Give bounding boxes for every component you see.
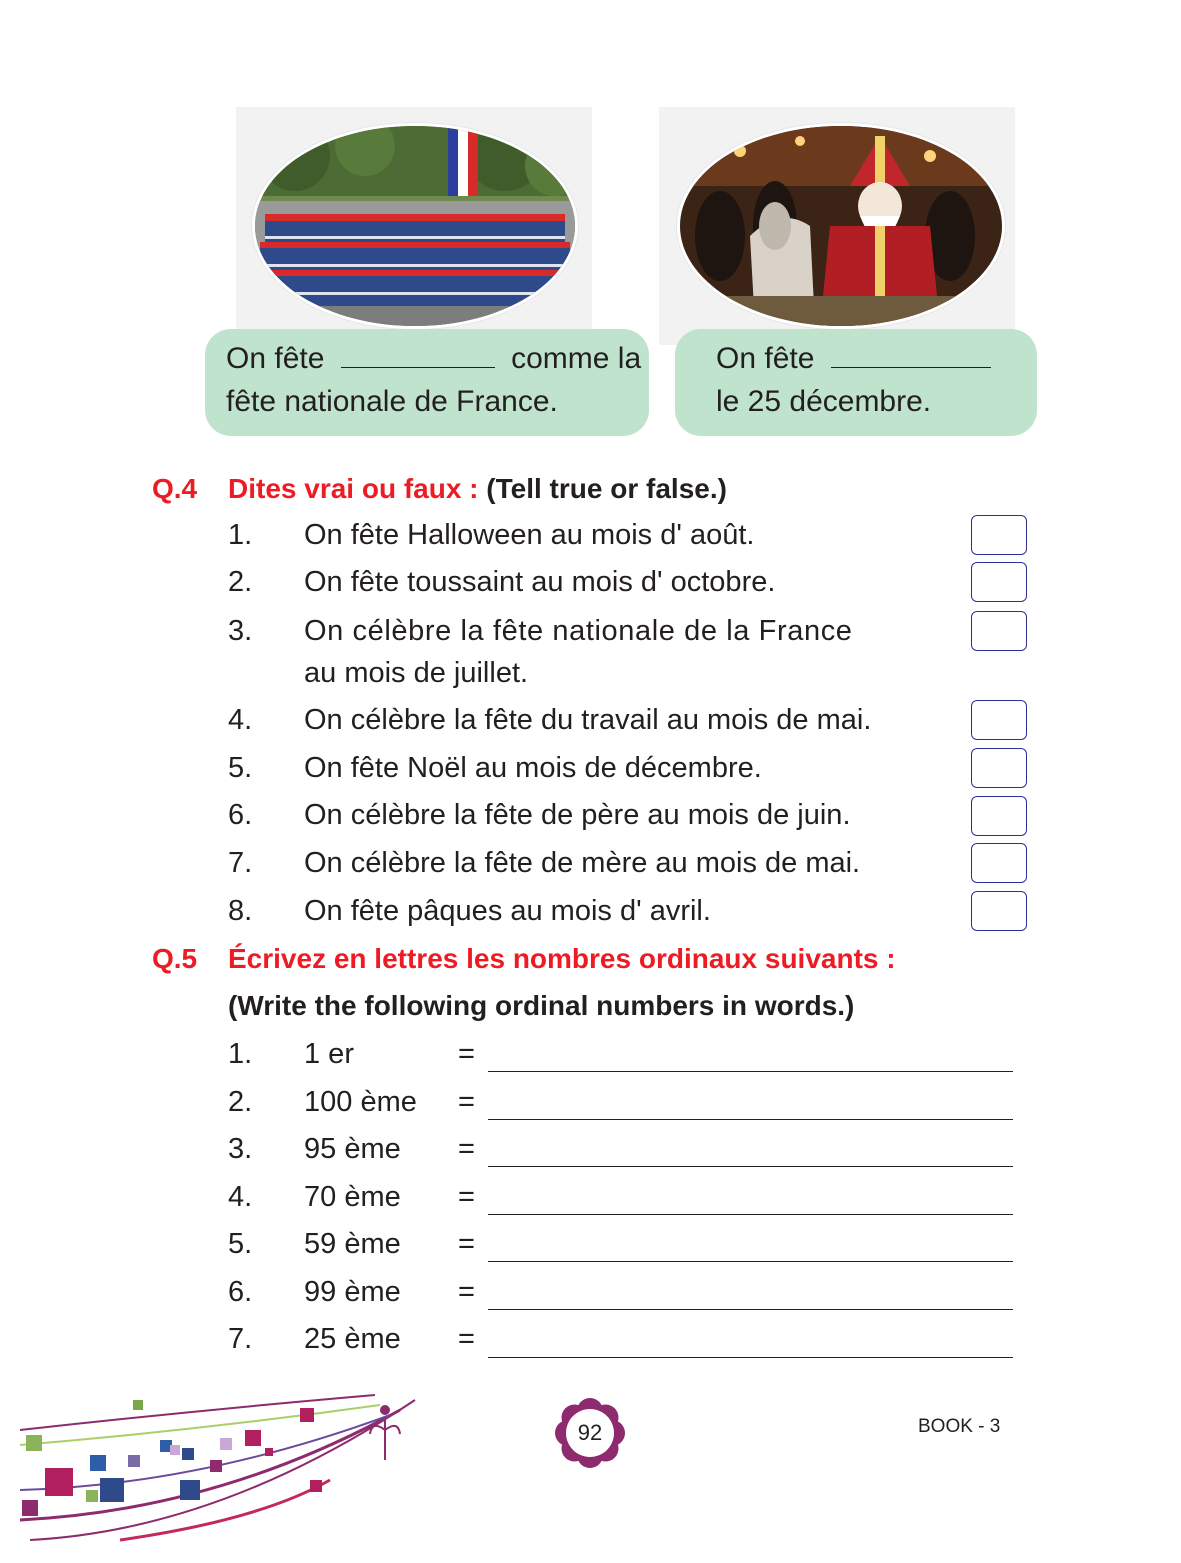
q5-answer-line-7[interactable]: [488, 1357, 1013, 1358]
caption-left-line2: fête nationale de France.: [226, 385, 558, 418]
q4-answer-box-6[interactable]: [971, 796, 1027, 836]
q5-answer-line-5[interactable]: [488, 1261, 1013, 1262]
saint-nicholas-illustration: [680, 126, 1002, 326]
q5-item-4-equals: =: [458, 1181, 475, 1213]
q5-item-5-value: 59 ème: [304, 1228, 401, 1260]
q5-item-1-equals: =: [458, 1038, 475, 1070]
q4-item-8-num: 8.: [228, 895, 253, 927]
q5-item-6-value: 99 ème: [304, 1276, 401, 1308]
q4-item-3-text-cont: au mois de juillet.: [304, 657, 529, 689]
q5-item-7-num: 7.: [228, 1323, 253, 1355]
caption-left-end: comme la: [511, 342, 642, 375]
q4-item-2-num: 2.: [228, 566, 253, 598]
caption-left-blank[interactable]: [341, 343, 495, 368]
q4-answer-box-4[interactable]: [971, 700, 1027, 740]
q4-item-6-text: On célèbre la fête de père au mois de juin.: [304, 799, 851, 831]
q5-item-6-equals: =: [458, 1276, 475, 1308]
q4-item-3-text: On célèbre la fête nationale de la France: [304, 615, 853, 647]
q5-answer-line-6[interactable]: [488, 1309, 1013, 1310]
q4-item-5-text: On fête Noël au mois de décembre.: [304, 752, 762, 784]
caption-left-start: On fête: [226, 342, 325, 375]
q5-number: Q.5: [152, 943, 198, 974]
q5-item-6-num: 6.: [228, 1276, 253, 1308]
caption-right-start: On fête: [716, 342, 815, 375]
q5-item-4-value: 70 ème: [304, 1181, 401, 1213]
q5-item-3-value: 95 ème: [304, 1133, 401, 1165]
q5-answer-line-4[interactable]: [488, 1214, 1013, 1215]
q5-item-5-equals: =: [458, 1228, 475, 1260]
q5-answer-line-2[interactable]: [488, 1119, 1013, 1120]
parade-photo: [252, 123, 578, 329]
q4-answer-box-2[interactable]: [971, 562, 1027, 602]
q4-answer-box-1[interactable]: [971, 515, 1027, 555]
q4-answer-box-5[interactable]: [971, 748, 1027, 788]
q5-item-7-value: 25 ème: [304, 1323, 401, 1355]
christmas-photo: [677, 123, 1005, 329]
q4-number: Q.4: [152, 473, 198, 504]
q5-item-1-value: 1 er: [304, 1038, 354, 1070]
q4-item-8-text: On fête pâques au mois d' avril.: [304, 895, 711, 927]
q5-item-3-equals: =: [458, 1133, 475, 1165]
caption-right-line2: le 25 décembre.: [716, 385, 932, 418]
q4-item-5-num: 5.: [228, 752, 253, 784]
page-number: 92: [577, 1420, 603, 1445]
book-label: BOOK - 3: [918, 1416, 1001, 1437]
q5-item-2-value: 100 ème: [304, 1086, 417, 1118]
q5-answer-line-3[interactable]: [488, 1166, 1013, 1167]
q5-item-5-num: 5.: [228, 1228, 253, 1260]
caption-right: [675, 329, 1037, 436]
q5-subtitle: (Write the following ordinal numbers in words.): [228, 990, 855, 1021]
q5-title-fr: Écrivez en lettres les nombres ordinaux suivants :: [228, 943, 896, 974]
q5-item-7-equals: =: [458, 1323, 475, 1355]
q5-answer-line-1[interactable]: [488, 1071, 1013, 1072]
q4-item-1-text: On fête Halloween au mois d' août.: [304, 519, 755, 551]
military-parade-illustration: [255, 126, 575, 326]
q4-item-4-text: On célèbre la fête du travail au mois de mai.: [304, 704, 872, 736]
q4-answer-box-7[interactable]: [971, 843, 1027, 883]
q5-item-1-num: 1.: [228, 1038, 253, 1070]
q5-item-2-equals: =: [458, 1086, 475, 1118]
q4-title: [228, 473, 727, 505]
q5-item-3-num: 3.: [228, 1133, 253, 1165]
q4-item-3-num: 3.: [228, 615, 253, 647]
caption-left: [205, 329, 649, 436]
q4-title-en: (Tell true or false.): [486, 473, 727, 504]
q4-item-4-num: 4.: [228, 704, 253, 736]
q4-item-2-text: On fête toussaint au mois d' octobre.: [304, 566, 776, 598]
q4-answer-box-8[interactable]: [971, 891, 1027, 931]
caption-right-blank[interactable]: [831, 343, 991, 368]
q4-item-1-num: 1.: [228, 519, 253, 551]
decorative-swoosh-graphic: [0, 1390, 430, 1550]
q4-answer-box-3[interactable]: [971, 611, 1027, 651]
q5-item-2-num: 2.: [228, 1086, 253, 1118]
page-number-badge: [555, 1398, 625, 1468]
q4-item-7-text: On célèbre la fête de mère au mois de mai.: [304, 847, 861, 879]
q4-item-6-num: 6.: [228, 799, 253, 831]
q4-title-fr: Dites vrai ou faux :: [228, 473, 479, 504]
q5-title: [228, 943, 896, 975]
q4-item-7-num: 7.: [228, 847, 253, 879]
q5-item-4-num: 4.: [228, 1181, 253, 1213]
